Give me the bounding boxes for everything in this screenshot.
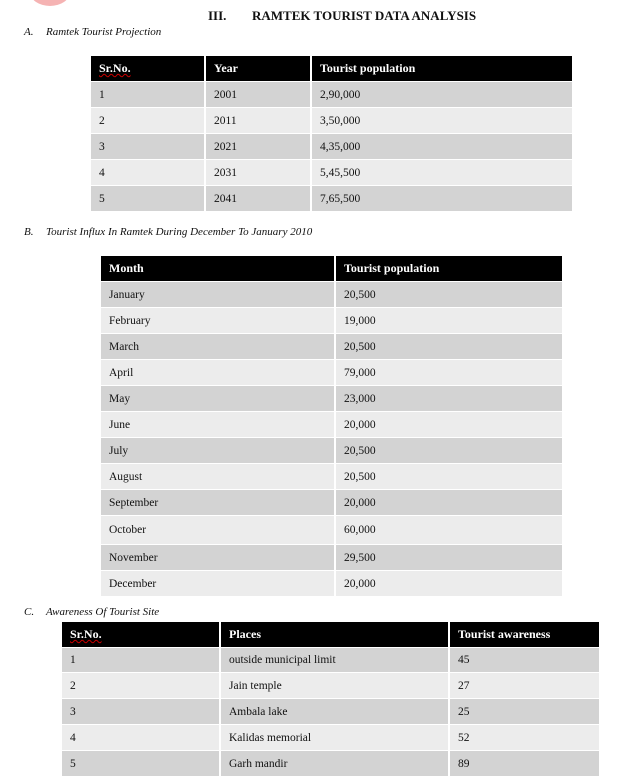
table-row bbox=[101, 489, 562, 515]
table-cell: 2 bbox=[91, 107, 204, 133]
table-cell: Ambala lake bbox=[219, 698, 448, 724]
table-row bbox=[62, 672, 599, 698]
table-cell: 5,45,500 bbox=[310, 159, 572, 185]
column-header: Sr.No. bbox=[62, 622, 219, 647]
page-heading bbox=[208, 8, 476, 24]
table-cell: February bbox=[101, 307, 334, 333]
table-cell: 2001 bbox=[204, 81, 310, 107]
table-cell: 7,65,500 bbox=[310, 185, 572, 211]
column-header: Tourist population bbox=[310, 56, 572, 81]
table-row bbox=[91, 107, 572, 133]
table-row bbox=[101, 437, 562, 463]
column-header: Places bbox=[219, 622, 448, 647]
table-cell: 52 bbox=[448, 724, 599, 750]
table-cell: 5 bbox=[62, 750, 219, 776]
table-cell: outside municipal limit bbox=[219, 647, 448, 672]
table-cell: 3,50,000 bbox=[310, 107, 572, 133]
table-cell: 2011 bbox=[204, 107, 310, 133]
heading-title: RAMTEK TOURIST DATA ANALYSIS bbox=[252, 8, 477, 23]
table-row bbox=[101, 281, 562, 307]
table-cell: November bbox=[101, 544, 334, 570]
table-row bbox=[62, 647, 599, 672]
table-cell: 45 bbox=[448, 647, 599, 672]
table-cell: Kalidas memorial bbox=[219, 724, 448, 750]
section-c-letter: C. bbox=[24, 606, 35, 618]
table-cell: August bbox=[101, 463, 334, 489]
table-cell: Jain temple bbox=[219, 672, 448, 698]
table-cell: 2031 bbox=[204, 159, 310, 185]
column-header: Tourist awareness bbox=[448, 622, 599, 647]
awareness-table bbox=[62, 622, 599, 776]
column-header: Month bbox=[101, 256, 334, 281]
section-c-caption bbox=[24, 606, 159, 618]
table-row bbox=[101, 307, 562, 333]
table-row bbox=[101, 385, 562, 411]
table-cell: 3 bbox=[91, 133, 204, 159]
column-header: Year bbox=[204, 56, 310, 81]
table-cell: 20,000 bbox=[334, 570, 562, 596]
table-row bbox=[91, 185, 572, 211]
section-b-caption bbox=[24, 226, 312, 238]
table-cell: September bbox=[101, 489, 334, 515]
table-cell: July bbox=[101, 437, 334, 463]
table-cell: 29,500 bbox=[334, 544, 562, 570]
table-cell: 2 bbox=[62, 672, 219, 698]
table-cell: 27 bbox=[448, 672, 599, 698]
table-cell: 4,35,000 bbox=[310, 133, 572, 159]
table-cell: 23,000 bbox=[334, 385, 562, 411]
section-a-title: Ramtek Tourist Projection bbox=[46, 26, 162, 38]
table-cell: 25 bbox=[448, 698, 599, 724]
table-row bbox=[62, 724, 599, 750]
table-cell: January bbox=[101, 281, 334, 307]
table-row bbox=[62, 698, 599, 724]
section-a-caption bbox=[24, 26, 161, 38]
table-cell: June bbox=[101, 411, 334, 437]
table-cell: 19,000 bbox=[334, 307, 562, 333]
table-row bbox=[101, 411, 562, 437]
table-cell: 60,000 bbox=[334, 515, 562, 544]
table-cell: 20,500 bbox=[334, 463, 562, 489]
table-cell: October bbox=[101, 515, 334, 544]
influx-table bbox=[101, 256, 562, 596]
table-cell: 4 bbox=[91, 159, 204, 185]
table-cell: 2041 bbox=[204, 185, 310, 211]
table-cell: 1 bbox=[62, 647, 219, 672]
table-cell: December bbox=[101, 570, 334, 596]
table-row bbox=[101, 515, 562, 544]
table-header-row bbox=[101, 256, 562, 281]
table-row bbox=[101, 333, 562, 359]
table-cell: 20,000 bbox=[334, 411, 562, 437]
table-header-row bbox=[62, 622, 599, 647]
table-cell: 20,500 bbox=[334, 333, 562, 359]
table-cell: 20,500 bbox=[334, 437, 562, 463]
table-cell: 2,90,000 bbox=[310, 81, 572, 107]
table-row bbox=[101, 544, 562, 570]
column-header: Sr.No. bbox=[91, 56, 204, 81]
table-cell: 20,000 bbox=[334, 489, 562, 515]
table-cell: May bbox=[101, 385, 334, 411]
section-b-letter: B. bbox=[24, 226, 34, 238]
table-cell: March bbox=[101, 333, 334, 359]
column-header: Tourist population bbox=[334, 256, 562, 281]
table-row bbox=[62, 750, 599, 776]
decorative-mark bbox=[30, 0, 70, 6]
table-row bbox=[101, 570, 562, 596]
table-row bbox=[101, 359, 562, 385]
table-row bbox=[91, 133, 572, 159]
table-cell: 3 bbox=[62, 698, 219, 724]
table-cell: April bbox=[101, 359, 334, 385]
table-header-row bbox=[91, 56, 572, 81]
table-cell: 5 bbox=[91, 185, 204, 211]
table-cell: 1 bbox=[91, 81, 204, 107]
table-row bbox=[91, 159, 572, 185]
section-c-title: Awareness Of Tourist Site bbox=[46, 606, 160, 618]
table-cell: 2021 bbox=[204, 133, 310, 159]
projection-table bbox=[91, 56, 572, 211]
heading-number: III. bbox=[208, 8, 227, 23]
table-cell: 4 bbox=[62, 724, 219, 750]
table-row bbox=[101, 463, 562, 489]
section-a-letter: A. bbox=[24, 26, 34, 38]
section-b-title: Tourist Influx In Ramtek During December To January 2010 bbox=[46, 226, 313, 238]
table-row bbox=[91, 81, 572, 107]
table-cell: 79,000 bbox=[334, 359, 562, 385]
table-cell: 20,500 bbox=[334, 281, 562, 307]
table-cell: Garh mandir bbox=[219, 750, 448, 776]
table-cell: 89 bbox=[448, 750, 599, 776]
